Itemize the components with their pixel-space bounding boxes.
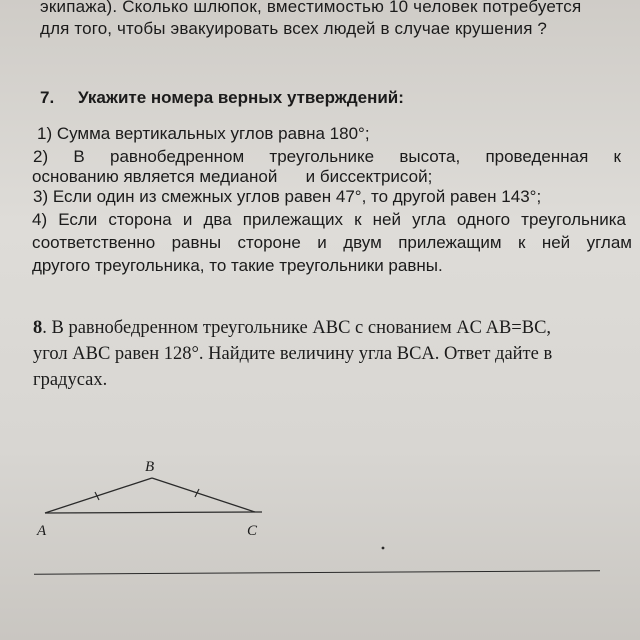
vertex-label-c: C	[247, 523, 258, 539]
side-ac	[45, 512, 262, 513]
q7-statement-2: 2) В равнобедренном треугольнике высота, проведенная к	[33, 147, 621, 166]
q7-statement-2-cont: основанию является медианой и биссектрисой;	[32, 167, 433, 186]
q7-statement-4: 4) Если сторона и два прилежащих к ней угла одного треугольника	[32, 210, 626, 229]
q8-line-1-text: . В равнобедренном треугольнике ABC с снованием AC AB=BC,	[42, 318, 552, 338]
prev-question-line-1: экипажа). Сколько шлюпок, вместимостью 10 человек потребуется	[40, 0, 582, 16]
q7-statement-4-cont: соответственно равны стороне и двум прилежащим к ней углам	[32, 233, 632, 252]
side-ab	[45, 478, 152, 513]
vertex-label-a: A	[37, 523, 47, 539]
q7-title: Укажите номера верных утверждений:	[78, 88, 404, 107]
q7-statement-4-end: другого треугольника, то такие треугольники равны.	[32, 256, 443, 275]
stray-dot	[382, 547, 385, 550]
q7-number: 7.	[40, 88, 55, 107]
q8-line-2: угол ABC равен 128°. Найдите величину угла BCA. Ответ дайте в	[33, 344, 553, 364]
side-bc	[152, 478, 255, 512]
q7-statement-3: 3) Если один из смежных углов равен 47°, то другой равен 143°;	[33, 187, 542, 206]
vertex-label-b: B	[145, 459, 155, 475]
q8-line-3: градусах.	[33, 370, 108, 390]
q7-statement-1: 1) Сумма вертикальных углов равна 180°;	[37, 124, 370, 143]
q8-number: 8	[33, 318, 43, 338]
prev-question-line-2: для того, чтобы эвакуировать всех людей в случае крушения ?	[40, 19, 548, 38]
